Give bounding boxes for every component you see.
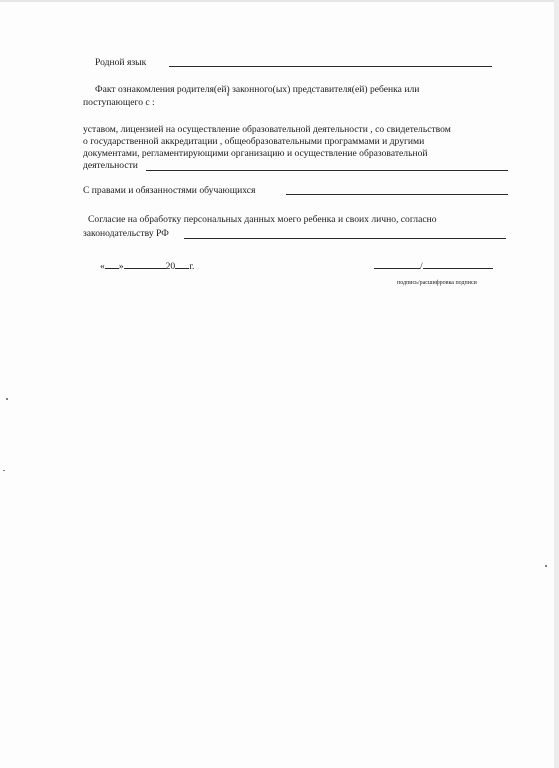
charter-text: документами, регламентирующими организацию и осуществление образовательной — [83, 148, 428, 159]
charter-line — [83, 160, 138, 172]
charter-line — [83, 148, 428, 160]
familiarization-heading-line1 — [95, 84, 419, 96]
charter-line — [83, 124, 451, 136]
consent-line — [88, 214, 437, 226]
native-language-row — [95, 57, 146, 69]
date-year-suffix: г. — [189, 261, 195, 272]
signature-caption — [397, 279, 477, 287]
date-year-prefix: 20 — [165, 261, 176, 272]
rights-label: С правами и обязанностями обучающихся — [83, 185, 256, 196]
signature-caption-text: подпись/расшифровка подписи — [397, 280, 477, 286]
consent-signature-field[interactable] — [184, 238, 506, 239]
familiarization-text: поступающего с : — [83, 97, 155, 108]
consent-line — [83, 228, 169, 240]
charter-line — [83, 136, 424, 148]
signature-separator: / — [420, 261, 423, 272]
native-language-label: Родной язык — [95, 57, 147, 68]
charter-text: о государственной аккредитации , общеобразовательными программами и другими — [83, 136, 425, 147]
rights-row — [83, 185, 255, 197]
charter-text: деятельности — [83, 160, 138, 171]
rights-signature-field[interactable] — [286, 194, 508, 195]
scan-edge-top — [0, 0, 559, 2]
scan-edge-right — [554, 0, 559, 768]
signature-field[interactable] — [374, 259, 420, 269]
consent-text: законодательству РФ — [83, 228, 169, 239]
scan-speck — [3, 470, 5, 471]
signature-transcript-field[interactable] — [423, 259, 493, 269]
charter-text: уставом, лицензией на осуществление образовательной деятельности , со свидетельством — [83, 124, 451, 135]
date-open-quote: « — [100, 261, 105, 272]
date-row — [100, 259, 194, 273]
familiarization-text: Факт ознакомления родителя(ей) законного(ых) представителя(ей) ребенка или — [95, 84, 420, 95]
date-month-field[interactable] — [124, 259, 166, 269]
scan-speck — [545, 565, 547, 567]
date-day-field[interactable] — [105, 259, 119, 269]
signature-row — [374, 259, 493, 273]
consent-text: Согласие на обработку персональных данных моего ребенка и своих лично, согласно — [88, 214, 437, 225]
scan-speck — [6, 398, 8, 400]
native-language-field[interactable] — [169, 66, 492, 67]
charter-signature-field[interactable] — [146, 170, 508, 171]
date-year-field[interactable] — [175, 259, 189, 269]
familiarization-heading-line2 — [83, 97, 155, 109]
date-close-quote: » — [118, 261, 124, 272]
